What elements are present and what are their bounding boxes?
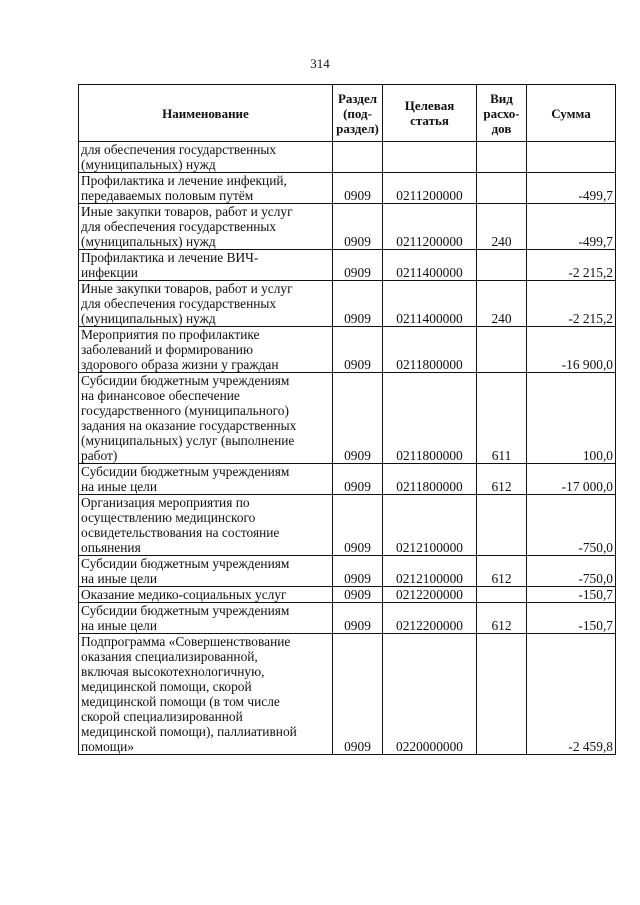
cell-name-line: оказания специализированной, xyxy=(81,649,258,664)
cell-name-line: Мероприятия по профилактике xyxy=(81,327,260,342)
cell-section: 0909 xyxy=(333,327,383,373)
cell-target: 0211400000 xyxy=(383,281,477,327)
header-target: Целевая статья xyxy=(383,85,477,142)
cell-name-line: медицинской помощи), паллиативной xyxy=(81,724,297,739)
cell-section: 0909 xyxy=(333,281,383,327)
cell-kind: 612 xyxy=(477,464,527,495)
cell-target: 0212100000 xyxy=(383,556,477,587)
cell-name-line: работ) xyxy=(81,448,118,463)
cell-name-line: включая высокотехнологичную, xyxy=(81,664,265,679)
cell-name-line: Оказание медико-социальных услуг xyxy=(81,587,287,602)
table-row xyxy=(79,556,616,587)
cell-section: 0909 xyxy=(333,634,383,755)
table-row xyxy=(79,495,616,556)
cell-name-line: (муниципальных) нужд xyxy=(81,234,216,249)
cell-sum: -2 215,2 xyxy=(527,250,616,281)
cell-name-line: скорой специализированной xyxy=(81,709,243,724)
cell-name xyxy=(79,634,333,755)
cell-section: 0909 xyxy=(333,495,383,556)
cell-name-line: заболеваний и формированию xyxy=(81,342,253,357)
header-sum: Сумма xyxy=(527,85,616,142)
header-kind: Вид расхо- дов xyxy=(477,85,527,142)
page-number: 314 xyxy=(310,56,330,71)
cell-kind: 240 xyxy=(477,281,527,327)
cell-name-line: освидетельствования на состояние xyxy=(81,525,280,540)
cell-target: 0212200000 xyxy=(383,587,477,603)
cell-name-line: для обеспечения государственных xyxy=(81,296,277,311)
table-row xyxy=(79,250,616,281)
cell-name-line: осуществлению медицинского xyxy=(81,510,256,525)
cell-name xyxy=(79,281,333,327)
cell-sum: -750,0 xyxy=(527,556,616,587)
cell-name-line: медицинской помощи, скорой xyxy=(81,679,252,694)
cell-name-line: Профилактика и лечение инфекций, xyxy=(81,173,287,188)
cell-target: 0212100000 xyxy=(383,495,477,556)
cell-name-line: здорового образа жизни у граждан xyxy=(81,357,279,372)
table-row xyxy=(79,142,616,173)
cell-name-line: Субсидии бюджетным учреждениям xyxy=(81,603,290,618)
cell-name xyxy=(79,587,333,603)
cell-name xyxy=(79,250,333,281)
cell-name-line: Субсидии бюджетным учреждениям xyxy=(81,373,290,388)
cell-name xyxy=(79,603,333,634)
cell-name-line: Профилактика и лечение ВИЧ- xyxy=(81,250,259,265)
cell-section: 0909 xyxy=(333,603,383,634)
cell-kind xyxy=(477,327,527,373)
cell-name-line: помощи» xyxy=(81,739,134,754)
cell-target: 0212200000 xyxy=(383,603,477,634)
cell-name-line: Субсидии бюджетным учреждениям xyxy=(81,464,290,479)
cell-name-line: инфекции xyxy=(81,265,138,280)
cell-name xyxy=(79,204,333,250)
cell-kind xyxy=(477,142,527,173)
header-row xyxy=(79,85,616,142)
cell-kind xyxy=(477,173,527,204)
cell-target: 0211400000 xyxy=(383,250,477,281)
cell-target: 0211800000 xyxy=(383,373,477,464)
cell-kind xyxy=(477,634,527,755)
cell-sum xyxy=(527,142,616,173)
cell-section: 0909 xyxy=(333,373,383,464)
cell-name xyxy=(79,327,333,373)
table-row xyxy=(79,173,616,204)
cell-name-line: на финансовое обеспечение xyxy=(81,388,240,403)
cell-name-line: для обеспечения государственных xyxy=(81,142,277,157)
cell-name xyxy=(79,373,333,464)
cell-target: 0211200000 xyxy=(383,173,477,204)
cell-target: 0211800000 xyxy=(383,464,477,495)
cell-section: 0909 xyxy=(333,204,383,250)
cell-kind xyxy=(477,587,527,603)
table-row xyxy=(79,634,616,755)
cell-name-line: на иные цели xyxy=(81,618,158,633)
cell-name-line: Субсидии бюджетным учреждениям xyxy=(81,556,290,571)
cell-sum: -499,7 xyxy=(527,173,616,204)
cell-name-line: Организация мероприятия по xyxy=(81,495,250,510)
cell-section: 0909 xyxy=(333,556,383,587)
cell-section: 0909 xyxy=(333,250,383,281)
cell-name-line: на иные цели xyxy=(81,479,158,494)
cell-section: 0909 xyxy=(333,464,383,495)
cell-target: 0220000000 xyxy=(383,634,477,755)
cell-name-line: передаваемых половым путём xyxy=(81,188,254,203)
cell-name-line: задания на оказание государственных xyxy=(81,418,297,433)
header-name: Наименование xyxy=(79,85,333,142)
cell-sum: -2 215,2 xyxy=(527,281,616,327)
cell-sum: -150,7 xyxy=(527,587,616,603)
table-row xyxy=(79,281,616,327)
cell-section: 0909 xyxy=(333,587,383,603)
cell-name-line: Иные закупки товаров, работ и услуг xyxy=(81,281,293,296)
cell-kind: 612 xyxy=(477,603,527,634)
cell-sum: -16 900,0 xyxy=(527,327,616,373)
cell-name xyxy=(79,556,333,587)
cell-sum: -150,7 xyxy=(527,603,616,634)
table-row xyxy=(79,204,616,250)
table-row xyxy=(79,373,616,464)
cell-kind: 240 xyxy=(477,204,527,250)
cell-kind: 611 xyxy=(477,373,527,464)
cell-section: 0909 xyxy=(333,173,383,204)
cell-kind xyxy=(477,495,527,556)
cell-name-line: (муниципальных) нужд xyxy=(81,157,216,172)
cell-target xyxy=(383,142,477,173)
cell-target: 0211200000 xyxy=(383,204,477,250)
cell-name xyxy=(79,464,333,495)
cell-name-line: для обеспечения государственных xyxy=(81,219,277,234)
cell-sum: -499,7 xyxy=(527,204,616,250)
cell-name xyxy=(79,495,333,556)
cell-kind: 612 xyxy=(477,556,527,587)
cell-name-line: медицинской помощи (в том числе xyxy=(81,694,280,709)
cell-name xyxy=(79,142,333,173)
cell-sum: 100,0 xyxy=(527,373,616,464)
cell-kind xyxy=(477,250,527,281)
cell-name xyxy=(79,173,333,204)
table-row xyxy=(79,327,616,373)
table-row xyxy=(79,587,616,603)
cell-name-line: Подпрограмма «Совершенствование xyxy=(81,634,291,649)
cell-name-line: государственного (муниципального) xyxy=(81,403,289,418)
table-header xyxy=(79,85,616,142)
table-row xyxy=(79,464,616,495)
header-section: Раздел (под- раздел) xyxy=(333,85,383,142)
cell-name-line: Иные закупки товаров, работ и услуг xyxy=(81,204,293,219)
table-row xyxy=(79,603,616,634)
cell-name-line: опьянения xyxy=(81,540,141,555)
cell-name-line: на иные цели xyxy=(81,571,158,586)
table-body xyxy=(79,142,616,755)
cell-sum: -750,0 xyxy=(527,495,616,556)
cell-sum: -17 000,0 xyxy=(527,464,616,495)
cell-sum: -2 459,8 xyxy=(527,634,616,755)
cell-section xyxy=(333,142,383,173)
budget-table xyxy=(78,84,616,755)
cell-target: 0211800000 xyxy=(383,327,477,373)
cell-name-line: (муниципальных) нужд xyxy=(81,311,216,326)
cell-name-line: (муниципальных) услуг (выполнение xyxy=(81,433,295,448)
